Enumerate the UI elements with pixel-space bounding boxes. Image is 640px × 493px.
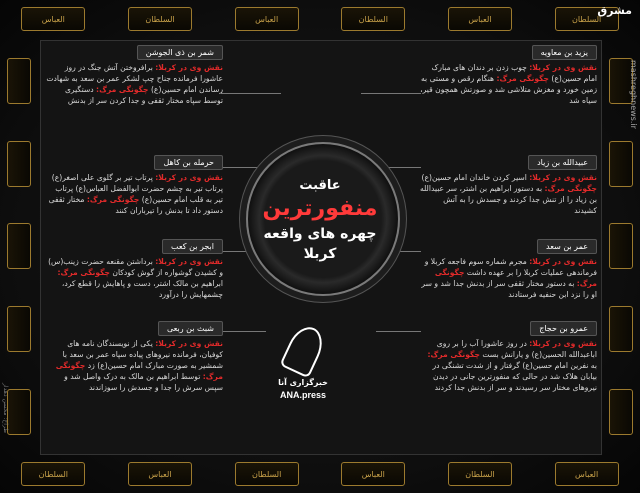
fate-text: به دستور ابراهیم بن اشتر، سر عبیدالله بن زیاد را از تنش جدا کردند و جسدش را به آتش کشیدند bbox=[419, 184, 597, 215]
side-plaque bbox=[609, 223, 633, 269]
connector-line bbox=[376, 167, 421, 168]
connector-line bbox=[361, 93, 421, 94]
card-harmala bbox=[45, 155, 223, 216]
card-amr-ibn-hajjaj bbox=[419, 321, 597, 393]
frame-plaque: السلطان bbox=[21, 462, 85, 486]
role-label: نقش وی در کربلا: bbox=[529, 63, 597, 72]
frame-plaque: السلطان bbox=[448, 462, 512, 486]
side-plaque bbox=[7, 389, 31, 435]
mashregh-logo: مشرق bbox=[597, 4, 632, 17]
fate-label: چگونگی مرگ: bbox=[57, 268, 110, 277]
title-line-3: چهره های واقعه bbox=[263, 226, 377, 242]
fate-label: چگونگی مرگ: bbox=[544, 184, 597, 193]
frame-plaque: العباس bbox=[235, 7, 299, 31]
role-text: یکی از نویسندگان نامه های کوفیان، فرمانده نیروهای پیاده سپاه عمر بن سعد با شمشیر به صورت مبارک امام حسین(ع) زد bbox=[62, 339, 223, 370]
title-line-1: عاقبت bbox=[299, 178, 341, 193]
agency-url: ANA.press bbox=[279, 390, 326, 400]
role-text: مجرم شماره سوم فاجعه کربلا و فرماندهی عملیات کربلا را بر عهده داشت bbox=[424, 257, 597, 277]
side-plaque bbox=[609, 306, 633, 352]
role-text: پرتاب تیر بر گلوی علی اصغر(ع) پرتاب تیر به چشم حضرت ابوالفضل العباس(ع) پرتاب تیر به قلب امام حسین(ع) bbox=[51, 173, 223, 204]
role-label: نقش وی در کربلا: bbox=[529, 339, 597, 348]
card-name: عبیدالله بن زیاد bbox=[528, 155, 597, 170]
card-shabath bbox=[45, 321, 223, 393]
card-body bbox=[45, 172, 223, 216]
role-label: نقش وی در کربلا: bbox=[155, 173, 223, 182]
card-yazid bbox=[419, 45, 597, 106]
fate-label: چگونگی مرگ: bbox=[55, 361, 223, 381]
card-body bbox=[419, 338, 597, 393]
frame-plaque: السلطان bbox=[555, 7, 619, 31]
frame-plaque: السلطان bbox=[341, 7, 405, 31]
card-body bbox=[419, 172, 597, 216]
card-name: شمر بن ذی الجوشن bbox=[137, 45, 223, 60]
frame-plaque: العباس bbox=[341, 462, 405, 486]
role-label: نقش وی در کربلا: bbox=[155, 63, 223, 72]
card-name: یزید بن معاویه bbox=[532, 45, 597, 60]
fate-text: توسط ابراهیم بن مالک به درک واصل شد و سپس سرش را جدا و جسدش را سوزاندند bbox=[64, 372, 223, 392]
card-name: ابجر بن کعب bbox=[162, 239, 223, 254]
card-umar-ibn-saad bbox=[419, 239, 597, 300]
fate-text: مختار ثقفی دستور داد تا بدنش را تیرباران کنند bbox=[48, 195, 223, 215]
fate-text: ابراهیم بن مالک اشتر، دست و پاهایش را قطع کرد، چشمهایش را درآورد bbox=[61, 279, 223, 299]
fate-text: به نفرین امام حسین(ع) گرفتار و از شدت تشنگی در بیابان هلاک شد در حالی که منفورترین جانی در دیدن نیروهای مختار سر رسیدند و سر از بدنش جدا کردند bbox=[432, 361, 597, 392]
bottom-decorative-frame bbox=[0, 455, 640, 493]
connector-line bbox=[221, 93, 281, 94]
card-body bbox=[45, 62, 223, 106]
side-plaque bbox=[7, 306, 31, 352]
fate-label: چگونگی مرگ: bbox=[496, 74, 549, 83]
site-watermark: mashreghnews.ir bbox=[629, 60, 638, 129]
role-text: اسیر کردن خاندان امام حسین(ع) bbox=[421, 173, 527, 182]
frame-plaque: السلطان bbox=[235, 462, 299, 486]
designer-credit: طراح: محسن دهدار bbox=[2, 382, 9, 433]
fate-text: به دستور مختار ثقفی سر از بدنش جدا شد و سر او را نزد ابن حنفیه فرستادند bbox=[421, 279, 597, 299]
connector-line bbox=[376, 331, 421, 332]
connector-line bbox=[221, 167, 266, 168]
title-line-4: کربلا bbox=[303, 246, 337, 262]
frame-plaque: العباس bbox=[555, 462, 619, 486]
connector-line bbox=[391, 251, 421, 252]
fate-label: چگونگی مرگ: bbox=[434, 268, 597, 288]
card-body bbox=[45, 256, 223, 300]
card-ubaydullah bbox=[419, 155, 597, 216]
top-decorative-frame bbox=[0, 0, 640, 38]
fate-text: هنگام رقص و مستی به زمین خورد و مغزش متلاشی شد و صورتش همچون قیر، سیاه شد bbox=[420, 74, 597, 105]
role-text: در روز عاشورا آب را بر روی اباعبدالله الحسین(ع) و یارانش بست bbox=[436, 339, 597, 359]
card-name: عمر بن سعد bbox=[537, 239, 597, 254]
fate-label: چگونگی مرگ: bbox=[86, 195, 140, 204]
role-label: نقش وی در کربلا: bbox=[155, 339, 223, 348]
title-line-2: منفورترین bbox=[262, 196, 378, 221]
card-name: عمرو بن حجاج bbox=[530, 321, 597, 336]
role-label: نقش وی در کربلا: bbox=[529, 257, 597, 266]
card-name: حرمله بن کاهل bbox=[154, 155, 223, 170]
frame-plaque: العباس bbox=[21, 7, 85, 31]
card-shemr bbox=[45, 45, 223, 106]
connector-line bbox=[221, 331, 266, 332]
frame-plaque: العباس bbox=[128, 462, 192, 486]
card-name: شبث بن ربعی bbox=[158, 321, 223, 336]
card-body bbox=[419, 256, 597, 300]
role-label: نقش وی در کربلا: bbox=[529, 173, 597, 182]
agency-name: خبرگزاری آنا bbox=[278, 378, 328, 387]
fate-label: چگونگی مرگ: bbox=[427, 350, 480, 359]
fate-label: چگونگی مرگ: bbox=[96, 85, 149, 94]
side-plaque bbox=[7, 223, 31, 269]
card-body bbox=[45, 338, 223, 393]
frame-plaque: السلطان bbox=[128, 7, 192, 31]
frame-plaque: العباس bbox=[448, 7, 512, 31]
role-label: نقش وی در کربلا: bbox=[155, 257, 223, 266]
card-abjar bbox=[45, 239, 223, 300]
side-plaque bbox=[609, 389, 633, 435]
side-plaque bbox=[609, 141, 633, 187]
side-plaque bbox=[7, 141, 31, 187]
side-plaque bbox=[7, 58, 31, 104]
card-body bbox=[419, 62, 597, 106]
role-text: برداشتن مقنعه حضرت زینب(س) و کشیدن گوشواره از گوش کودکان bbox=[48, 257, 223, 277]
role-text: چوب زدن بر دندان های مبارک امام حسین(ع) bbox=[431, 63, 597, 83]
fate-text: دستگیری توسط سپاه مختار ثقفی و جدا کردن سر از بدنش bbox=[64, 85, 223, 105]
role-text: برافروختن آتش جنگ در روز عاشورا فرمانده جناح چپ لشکر عمر بن سعد به شهادت رساندن امام حسین(ع) bbox=[46, 63, 223, 94]
